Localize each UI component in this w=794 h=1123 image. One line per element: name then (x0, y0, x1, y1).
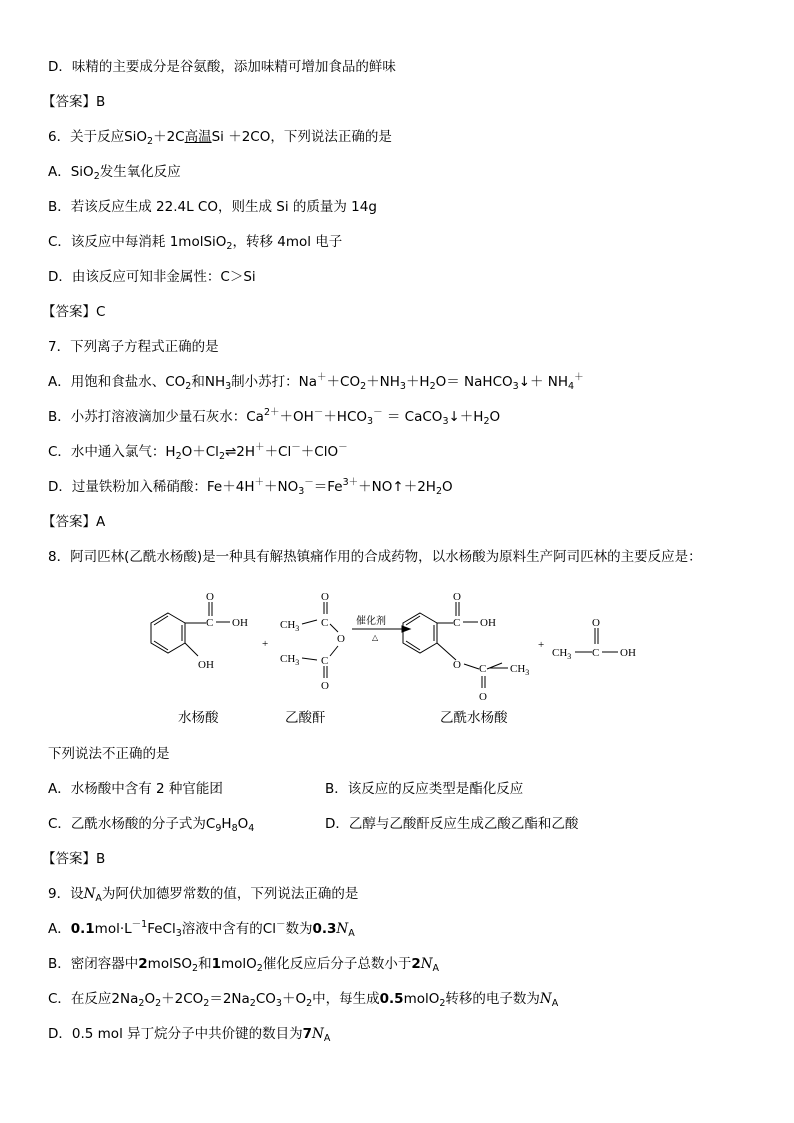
atom-c: C (321, 617, 329, 629)
atom-ch3: $CH_3$ (280, 619, 300, 633)
q8-option-d: D．乙醇与乙酸酐反应生成乙酸乙酯和乙酸 (325, 816, 579, 832)
reaction-scheme-figure (140, 580, 680, 730)
atom-o: O (479, 691, 487, 703)
atom-oh: OH (620, 647, 636, 659)
q6-stem: 6．关于反应SiO$_2$＋2C高温Si ＋2CO，下列说法正确的是 (48, 129, 392, 147)
q8-answer: 【答案】B (42, 851, 106, 867)
q6-option-a: A．SiO$_2$发生氧化反应 (48, 164, 181, 182)
atom-o: O (337, 633, 345, 645)
atom-ch3: $CH_3$ (552, 647, 572, 661)
label-salicylic-acid: 水杨酸 (178, 710, 219, 726)
q9-option-d: D．0.5 mol 异丁烷分子中共价键的数目为$7N_A$ (48, 1026, 331, 1044)
atom-c: C (592, 647, 600, 659)
atom-oh: OH (198, 659, 214, 671)
q8-question: 下列说法不正确的是 (48, 746, 170, 762)
q6-answer: 【答案】C (42, 304, 106, 320)
q6-option-b: B．若该反应生成 22.4L CO，则生成 Si 的质量为 14g (48, 199, 377, 215)
q5-option-d: D．味精的主要成分是谷氨酸，添加味精可增加食品的鲜味 (48, 59, 396, 75)
q9-option-a: A．$0.1mol\cdot L^{-1}FeCl_3$溶液中含有的Cl－数为$0.3N_A$ (48, 919, 355, 939)
atom-c: C (479, 663, 487, 675)
q8-stem: 8．阿司匹林(乙酰水杨酸)是一种具有解热镇痛作用的合成药物，以水杨酸为原料生产阿司匹林的主要反应是： (48, 549, 702, 565)
atom-o: O (206, 591, 214, 603)
reaction-condition: 高温 (184, 129, 212, 145)
atom-ch3: $CH_3$ (510, 663, 530, 677)
plus-sign: + (538, 639, 545, 651)
q8-option-c: C．乙酰水杨酸的分子式为$C_9H_8O_4$ (48, 816, 255, 834)
q6-option-c: C．该反应中每消耗 1molSiO$_2$，转移 4mol 电子 (48, 234, 343, 252)
q9-option-b: B．密闭容器中2molSO$_2$和1molO$_2$催化反应后分子总数小于$2N_A$ (48, 956, 440, 974)
q5-answer: 【答案】B (42, 94, 106, 110)
q6-option-d: D．由该反应可知非金属性：C＞Si (48, 269, 256, 285)
q7-option-c: C．水中通入氯气：$H_2O+Cl_2\rightleftharpoons 2H^++Cl^-+ClO^-$ (48, 442, 348, 462)
atom-oh: OH (480, 617, 496, 629)
acetic-anhydride-structure (302, 602, 338, 678)
salicylic-acid-structure (151, 602, 230, 656)
atom-o: O (453, 591, 461, 603)
label-acetic-anhydride: 乙酸酐 (285, 710, 326, 726)
q7-option-d: D．过量铁粉加入稀硝酸：$Fe+4H^++NO_3^-=Fe^{3+}+NO↑+2H_2O$ (48, 477, 453, 497)
atom-ch3: $CH_3$ (280, 653, 300, 667)
atom-o: O (592, 617, 600, 629)
atom-o: O (321, 591, 329, 603)
atom-c: C (453, 617, 461, 629)
heat-symbol: △ (372, 633, 379, 642)
atom-oh: OH (232, 617, 248, 629)
q9-stem: 9．设$N_A$为阿伏加德罗常数的值，下列说法正确的是 (48, 886, 359, 904)
q8-option-a: A．水杨酸中含有 2 种官能团 (48, 781, 223, 797)
q9-option-c: C．在反应$2Na_2O_2+2CO_2=2Na_2CO_3+O_2$中，每生成0.5molO$_2$转移的电子数为$N_A$ (48, 991, 559, 1009)
label-acetylsalicylic-acid: 乙酰水杨酸 (440, 710, 508, 726)
q7-option-a: A．用饱和食盐水、$CO_2$和$NH_3$制小苏打：$Na^++CO_2+NH_3+H_2O=$ NaHCO$_3$↓＋ $NH_4^+$ (48, 372, 584, 392)
q7-answer: 【答案】A (42, 514, 106, 530)
q7-stem: 7．下列离子方程式正确的是 (48, 339, 219, 355)
atom-o: O (321, 680, 329, 692)
q7-option-b: B．小苏打溶液滴加少量石灰水：$Ca^{2+}+OH^-+HCO_3^-$ ＝ $CaCO_3↓+H_2O$ (48, 407, 501, 427)
atom-o: O (453, 659, 461, 671)
reaction-scheme-svg (140, 580, 680, 730)
acetylsalicylic-acid-structure (403, 602, 508, 688)
q8-option-b: B．该反应的反应类型是酯化反应 (325, 781, 524, 797)
atom-c: C (321, 655, 329, 667)
plus-sign: + (262, 638, 269, 650)
atom-c: C (206, 617, 214, 629)
catalyst-label: 催化剂 (356, 616, 386, 627)
